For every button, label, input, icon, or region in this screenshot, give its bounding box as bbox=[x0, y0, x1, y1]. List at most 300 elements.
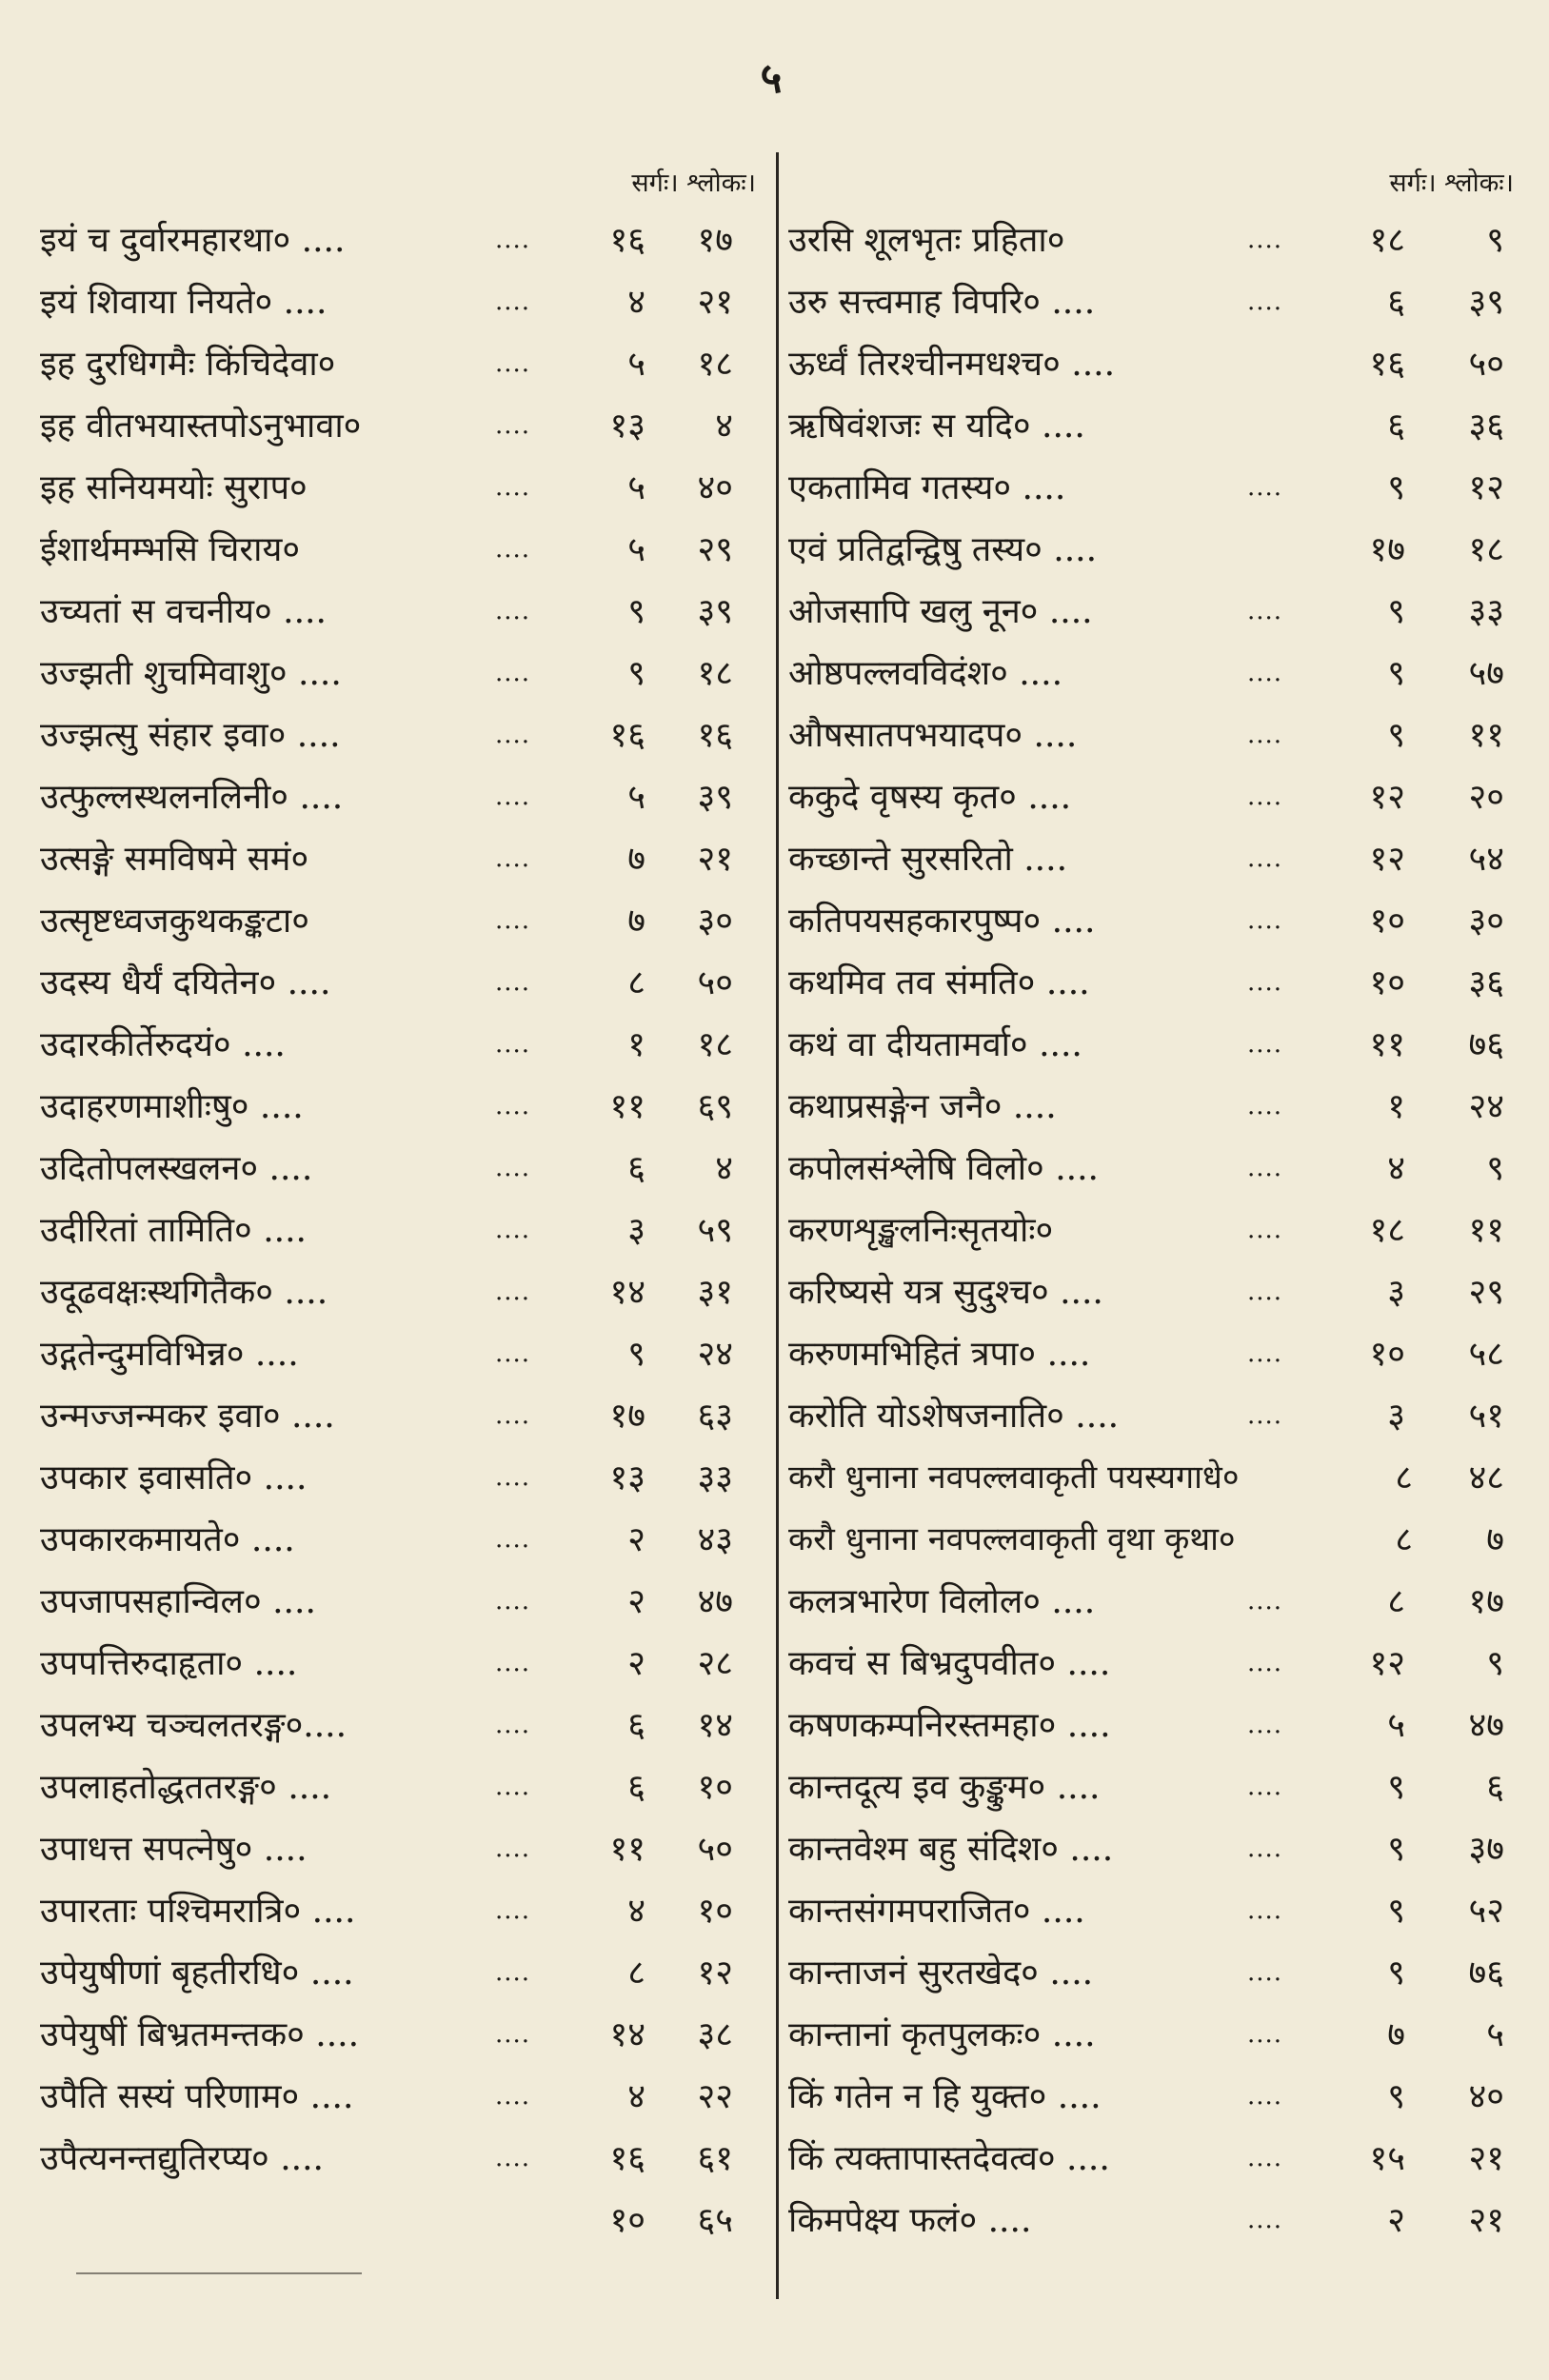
sarga-number: ९ bbox=[1387, 592, 1405, 631]
shloka-number: २१ bbox=[1468, 2201, 1504, 2240]
leader-dots: .... bbox=[1247, 1339, 1283, 1368]
leader-dots: .... bbox=[495, 2144, 531, 2172]
sarga-number: ३ bbox=[1387, 1273, 1405, 1312]
verse-text: इह वीतभयास्तपोऽनुभावा० bbox=[40, 407, 362, 446]
verse-text: कान्तदूत्य इव कुङ्कुम० .... bbox=[788, 1768, 1101, 1807]
index-entry bbox=[40, 828, 764, 890]
sarga-number: ७ bbox=[627, 840, 645, 879]
verse-text: उज्झत्सु संहार इवा० .... bbox=[40, 716, 341, 755]
sarga-number: ८ bbox=[627, 1954, 645, 1993]
index-entry bbox=[788, 333, 1521, 395]
sarga-number: ८ bbox=[627, 963, 645, 1002]
verse-text: ईशार्थमम्भसि चिराय० bbox=[40, 530, 301, 569]
leader-dots: .... bbox=[495, 783, 531, 811]
leader-dots: .... bbox=[1247, 1092, 1283, 1121]
leader-dots: .... bbox=[1247, 1587, 1283, 1616]
shloka-number: ६३ bbox=[697, 1397, 733, 1436]
leader-dots: .... bbox=[495, 1092, 531, 1121]
shloka-number: २४ bbox=[697, 1335, 733, 1374]
shloka-number: ३६ bbox=[1468, 407, 1504, 446]
shloka-number: ६१ bbox=[697, 2139, 733, 2178]
verse-text: उदितोपलस्खलन० .... bbox=[40, 1149, 313, 1188]
index-entry bbox=[40, 2128, 764, 2190]
sarga-number: ४ bbox=[627, 2077, 645, 2116]
leader-dots: .... bbox=[495, 349, 531, 378]
sarga-number: ५ bbox=[627, 345, 645, 384]
sarga-number: ७ bbox=[627, 902, 645, 941]
sarga-number: २ bbox=[627, 1582, 645, 1621]
shloka-number: ३१ bbox=[697, 1273, 733, 1312]
shloka-number: ७६ bbox=[1468, 1954, 1504, 1993]
sarga-number: १ bbox=[1387, 1087, 1405, 1126]
leader-dots: .... bbox=[1247, 1896, 1283, 1925]
index-entry bbox=[788, 1633, 1521, 1695]
shloka-number: २१ bbox=[697, 283, 733, 322]
verse-text: इयं शिवाया नियते० .... bbox=[40, 283, 328, 322]
leader-dots: .... bbox=[495, 1649, 531, 1677]
shloka-number: ३९ bbox=[1468, 283, 1504, 322]
index-entry bbox=[788, 704, 1521, 766]
leader-dots: .... bbox=[495, 597, 531, 625]
verse-text: कतिपयसहकारपुष्प० .... bbox=[788, 902, 1096, 941]
verse-text: उदीरितां तामिति० .... bbox=[40, 1211, 307, 1250]
sarga-number: ९ bbox=[1387, 1954, 1405, 1993]
verse-text: करौ धुनाना नवपल्लवाकृती वृथा कृथा० bbox=[788, 1520, 1236, 1558]
shloka-number: १० bbox=[697, 1768, 733, 1807]
index-entry bbox=[40, 1633, 764, 1695]
shloka-number: ४७ bbox=[1468, 1706, 1504, 1745]
verse-text: उपैति सस्यं परिणाम० .... bbox=[40, 2077, 354, 2116]
sarga-number: १४ bbox=[609, 1273, 645, 1312]
leader-dots: .... bbox=[1247, 1030, 1283, 1059]
verse-text: कथाप्रसङ्गेन जनै० .... bbox=[788, 1087, 1057, 1126]
index-entry bbox=[40, 1942, 764, 2004]
verse-text: उपेयुषीणां बृहतीरधि० .... bbox=[40, 1954, 354, 1993]
verse-text: उत्सङ्गे समविषमे समं० bbox=[40, 840, 309, 879]
index-entry bbox=[788, 1323, 1521, 1385]
sarga-number: १६ bbox=[609, 221, 645, 260]
index-entry bbox=[40, 581, 764, 643]
shloka-number: २४ bbox=[1468, 1087, 1504, 1126]
verse-text: उद्गतेन्दुमविभिन्न० .... bbox=[40, 1335, 299, 1374]
index-entry bbox=[40, 1447, 764, 1509]
index-entry bbox=[788, 1014, 1521, 1076]
sarga-number: १० bbox=[609, 2201, 645, 2240]
verse-text: उपजापसहान्विल० .... bbox=[40, 1582, 316, 1621]
shloka-number: ५८ bbox=[1468, 1335, 1504, 1374]
index-entry bbox=[788, 828, 1521, 890]
sarga-number: १० bbox=[1369, 1335, 1405, 1374]
verse-text: करणशृङ्खलनिःसृतयोः० bbox=[788, 1211, 1054, 1250]
shloka-number: ४८ bbox=[1468, 1458, 1504, 1497]
verse-text: करुणमभिहितं त्रपा० .... bbox=[788, 1335, 1091, 1374]
verse-text: किमपेक्ष्य फलं० .... bbox=[788, 2201, 1032, 2240]
sarga-number: ५ bbox=[627, 778, 645, 817]
index-entry bbox=[40, 2066, 764, 2128]
verse-text: उदूढवक्षःस्थगितैक० .... bbox=[40, 1273, 328, 1312]
leader-dots: .... bbox=[1247, 288, 1283, 316]
index-entry bbox=[788, 1138, 1521, 1200]
verse-text: उपलाहतोद्धततरङ्ग० .... bbox=[40, 1768, 332, 1807]
sarga-number: १० bbox=[1369, 902, 1405, 941]
leader-dots: .... bbox=[495, 1339, 531, 1368]
shloka-number: ९ bbox=[1486, 221, 1504, 260]
shloka-number: ३३ bbox=[697, 1458, 733, 1497]
shloka-number: २८ bbox=[697, 1644, 733, 1683]
sarga-number: ९ bbox=[627, 1335, 645, 1374]
shloka-number: ३० bbox=[697, 902, 733, 941]
index-entry bbox=[788, 1818, 1521, 1880]
leader-dots: .... bbox=[1247, 1773, 1283, 1801]
right-column-header: सर्गः। श्लोकः। bbox=[1389, 168, 1514, 198]
verse-text: उदारकीर्तेरुदयं० .... bbox=[40, 1025, 286, 1064]
torn-line bbox=[76, 2272, 362, 2274]
verse-text: उरसि शूलभृतः प्रहिता० bbox=[788, 221, 1065, 260]
shloka-number: ५४ bbox=[1468, 840, 1504, 879]
sarga-number: १८ bbox=[1369, 1211, 1405, 1250]
shloka-number: ४ bbox=[715, 407, 733, 446]
shloka-number: १७ bbox=[1468, 1582, 1504, 1621]
shloka-number: ११ bbox=[1468, 716, 1504, 755]
shloka-number: ३७ bbox=[1468, 1830, 1504, 1869]
index-entry bbox=[40, 395, 764, 457]
verse-text: कपोलसंश्लेषि विलो० .... bbox=[788, 1149, 1099, 1188]
verse-text: उच्यतां स वचनीय० .... bbox=[40, 592, 327, 631]
verse-text: उरु सत्त्वमाह विपरि० .... bbox=[788, 283, 1096, 322]
shloka-number: १८ bbox=[1468, 530, 1504, 569]
index-entry bbox=[788, 1509, 1521, 1571]
shloka-number: २१ bbox=[1468, 2139, 1504, 2178]
verse-text: कान्तसंगमपराजित० .... bbox=[788, 1892, 1085, 1931]
index-entry bbox=[788, 2004, 1521, 2066]
index-entry bbox=[40, 643, 764, 704]
verse-text: कान्तवेश्म बहु संदिश० .... bbox=[788, 1830, 1114, 1869]
leader-dots: .... bbox=[1247, 597, 1283, 625]
verse-text: करोति योऽशेषजनाति० .... bbox=[788, 1397, 1120, 1436]
shloka-number: ४० bbox=[1468, 2077, 1504, 2116]
verse-text: उपलभ्य चञ्चलतरङ्ग०.... bbox=[40, 1706, 348, 1745]
index-entry bbox=[788, 1076, 1521, 1138]
sarga-number: ५ bbox=[627, 530, 645, 569]
index-entry bbox=[40, 766, 764, 828]
sarga-number: ९ bbox=[627, 592, 645, 631]
leader-dots: .... bbox=[495, 906, 531, 935]
sarga-number: ४ bbox=[627, 283, 645, 322]
shloka-number: ४० bbox=[697, 468, 733, 507]
shloka-number: ९ bbox=[1486, 1149, 1504, 1188]
column-divider bbox=[776, 152, 779, 2299]
index-entry bbox=[40, 1076, 764, 1138]
index-entry bbox=[40, 890, 764, 952]
leader-dots: .... bbox=[1247, 968, 1283, 997]
index-entry bbox=[40, 333, 764, 395]
leader-dots: .... bbox=[495, 1587, 531, 1616]
sarga-number: ६ bbox=[627, 1149, 645, 1188]
verse-text: ओजसापि खलु नून० .... bbox=[788, 592, 1093, 631]
sarga-number: ११ bbox=[1369, 1025, 1405, 1064]
leader-dots: .... bbox=[1247, 1401, 1283, 1430]
leader-dots: .... bbox=[495, 288, 531, 316]
sarga-number: ९ bbox=[1387, 1768, 1405, 1807]
index-entry bbox=[788, 395, 1521, 457]
verse-text: करिष्यसे यत्र सुदुश्च० .... bbox=[788, 1273, 1103, 1312]
index-entry bbox=[40, 1138, 764, 1200]
index-entry bbox=[788, 1385, 1521, 1447]
sarga-number: १५ bbox=[1369, 2139, 1405, 2178]
verse-text: कच्छान्ते सुरसरितो .... bbox=[788, 840, 1068, 879]
index-entry bbox=[788, 581, 1521, 643]
index-entry bbox=[788, 1695, 1521, 1756]
shloka-number: २२ bbox=[697, 2077, 733, 2116]
index-entry bbox=[788, 519, 1521, 581]
shloka-number: ५० bbox=[697, 963, 733, 1002]
verse-text: किं त्यक्तापास्तदेवत्व० .... bbox=[788, 2139, 1110, 2178]
sarga-number: ३ bbox=[1387, 1397, 1405, 1436]
index-entry bbox=[788, 1571, 1521, 1633]
index-entry bbox=[40, 1200, 764, 1261]
leader-dots: .... bbox=[1247, 2144, 1283, 2172]
sarga-number: १३ bbox=[609, 407, 645, 446]
index-entry bbox=[788, 2128, 1521, 2190]
left-entries bbox=[40, 209, 764, 2190]
shloka-number: २९ bbox=[1468, 1273, 1504, 1312]
page-number: ५ bbox=[760, 54, 783, 103]
index-entry bbox=[40, 2004, 764, 2066]
shloka-number: ३९ bbox=[697, 592, 733, 631]
leader-dots: .... bbox=[1247, 721, 1283, 749]
sarga-number: ७ bbox=[1387, 2015, 1405, 2054]
shloka-number: ४३ bbox=[697, 1520, 733, 1559]
verse-text: उन्मज्जन्मकर इवा० .... bbox=[40, 1397, 335, 1436]
verse-text: ओष्ठपल्लवविदंश० .... bbox=[788, 654, 1063, 693]
shloka-number: ५० bbox=[1468, 345, 1504, 384]
shloka-number: ६९ bbox=[697, 1087, 733, 1126]
leader-dots: .... bbox=[1247, 2082, 1283, 2111]
verse-text: एवं प्रतिद्वन्द्विषु तस्य० .... bbox=[788, 530, 1098, 569]
verse-text: उपपत्तिरुदाहृता० .... bbox=[40, 1644, 298, 1683]
shloka-number: १२ bbox=[697, 1954, 733, 1993]
index-entry bbox=[40, 952, 764, 1014]
leader-dots: .... bbox=[1247, 844, 1283, 873]
sarga-number: १६ bbox=[609, 2139, 645, 2178]
verse-text: उपेयुषीं बिभ्रतमन्तक० .... bbox=[40, 2015, 360, 2054]
sarga-number: ९ bbox=[1387, 2077, 1405, 2116]
sarga-number: ९ bbox=[1387, 654, 1405, 693]
verse-text: उपकारकमायते० .... bbox=[40, 1520, 295, 1559]
index-entry bbox=[40, 704, 764, 766]
leader-dots: .... bbox=[1247, 1958, 1283, 1987]
index-entry bbox=[40, 1880, 764, 1942]
shloka-number: १६ bbox=[697, 716, 733, 755]
verse-text: करौ धुनाना नवपल्लवाकृती पयस्यगाधे० bbox=[788, 1458, 1240, 1497]
leader-dots: .... bbox=[1247, 1154, 1283, 1182]
index-entry bbox=[788, 1261, 1521, 1323]
verse-text: कवचं स बिभ्रदुपवीत० .... bbox=[788, 1644, 1111, 1683]
shloka-number: १७ bbox=[697, 221, 733, 260]
index-entry bbox=[788, 1880, 1521, 1942]
shloka-number: २१ bbox=[697, 840, 733, 879]
right-entries bbox=[788, 209, 1521, 2251]
leader-dots: .... bbox=[1247, 2020, 1283, 2049]
sarga-number: १६ bbox=[1369, 345, 1405, 384]
shloka-number: ५२ bbox=[1468, 1892, 1504, 1931]
index-entry bbox=[40, 1695, 764, 1756]
shloka-number: १८ bbox=[697, 1025, 733, 1064]
leader-dots: .... bbox=[1247, 1278, 1283, 1306]
sarga-number: ४ bbox=[1387, 1149, 1405, 1188]
verse-text: उदाहरणमाशीःषु० .... bbox=[40, 1087, 304, 1126]
verse-text: उपाधत्त सपत्नेषु० .... bbox=[40, 1830, 308, 1869]
index-entry bbox=[788, 1756, 1521, 1818]
sarga-number: ९ bbox=[1387, 1892, 1405, 1931]
leader-dots: .... bbox=[495, 968, 531, 997]
index-entry bbox=[788, 890, 1521, 952]
sarga-number: ६ bbox=[1387, 283, 1405, 322]
index-entry bbox=[788, 1942, 1521, 2004]
right-column bbox=[788, 152, 1521, 2251]
index-entry bbox=[40, 1509, 764, 1571]
index-entry bbox=[40, 1756, 764, 1818]
verse-text: उज्झती शुचमिवाशु० .... bbox=[40, 654, 342, 693]
leader-dots: .... bbox=[495, 1216, 531, 1244]
shloka-number: ६५ bbox=[697, 2201, 733, 2240]
sarga-number: १२ bbox=[1369, 840, 1405, 879]
sarga-number: ४ bbox=[627, 1892, 645, 1931]
leader-dots: .... bbox=[495, 1711, 531, 1739]
leader-dots: .... bbox=[1247, 1711, 1283, 1739]
verse-text: कलत्रभारेण विलोल० .... bbox=[788, 1582, 1096, 1621]
verse-text: उपैत्यनन्तद्युतिरप्य० .... bbox=[40, 2139, 324, 2178]
sarga-number: ८ bbox=[1387, 1582, 1405, 1621]
index-entry bbox=[788, 457, 1521, 519]
verse-text: ऊर्ध्वं तिरश्चीनमधश्च० .... bbox=[788, 345, 1116, 384]
shloka-number: ४७ bbox=[697, 1582, 733, 1621]
index-entry bbox=[788, 2066, 1521, 2128]
leader-dots: .... bbox=[1247, 659, 1283, 687]
index-entry bbox=[788, 1200, 1521, 1261]
shloka-number: ३९ bbox=[697, 778, 733, 817]
leader-dots: .... bbox=[495, 721, 531, 749]
index-entry bbox=[788, 2190, 1521, 2251]
sarga-number: १७ bbox=[1369, 530, 1405, 569]
shloka-number: १२ bbox=[1468, 468, 1504, 507]
sarga-number: १४ bbox=[609, 2015, 645, 2054]
sarga-number: ३ bbox=[627, 1211, 645, 1250]
sarga-number: ९ bbox=[1387, 716, 1405, 755]
shloka-number: ५९ bbox=[697, 1211, 733, 1250]
shloka-number: ७६ bbox=[1468, 1025, 1504, 1064]
shloka-number: १८ bbox=[697, 654, 733, 693]
index-entry bbox=[40, 1323, 764, 1385]
leader-dots: .... bbox=[495, 1773, 531, 1801]
left-column-header: सर्गः। श्लोकः। bbox=[631, 168, 756, 198]
shloka-number: ६ bbox=[1486, 1768, 1504, 1807]
leader-dots: .... bbox=[495, 1154, 531, 1182]
sarga-number: १० bbox=[1369, 963, 1405, 1002]
leader-dots: .... bbox=[1247, 906, 1283, 935]
shloka-number: १८ bbox=[697, 345, 733, 384]
verse-text: कषणकम्पनिरस्तमहा० .... bbox=[788, 1706, 1111, 1745]
leader-dots: .... bbox=[495, 1401, 531, 1430]
sarga-number: १२ bbox=[1369, 778, 1405, 817]
leader-dots: .... bbox=[1247, 473, 1283, 502]
index-entry bbox=[788, 643, 1521, 704]
sarga-number: १६ bbox=[609, 716, 645, 755]
shloka-number: ५ bbox=[1486, 2015, 1504, 2054]
verse-text: कथमिव तव संमति० .... bbox=[788, 963, 1090, 1002]
leader-dots: .... bbox=[495, 659, 531, 687]
shloka-number: ७ bbox=[1486, 1520, 1504, 1559]
sarga-number: ५ bbox=[627, 468, 645, 507]
index-entry bbox=[40, 457, 764, 519]
index-entry bbox=[40, 1818, 764, 1880]
leader-dots: .... bbox=[495, 2082, 531, 2111]
leader-dots: .... bbox=[495, 411, 531, 440]
sarga-number: ११ bbox=[609, 1830, 645, 1869]
leader-dots: .... bbox=[495, 1278, 531, 1306]
verse-text: किं गतेन न हि युक्त० .... bbox=[788, 2077, 1102, 2116]
leader-dots: .... bbox=[495, 1896, 531, 1925]
leader-dots: .... bbox=[495, 226, 531, 254]
index-entry bbox=[788, 271, 1521, 333]
leader-dots: .... bbox=[1247, 1216, 1283, 1244]
sarga-number: २ bbox=[627, 1520, 645, 1559]
index-entry bbox=[40, 1385, 764, 1447]
shloka-number: २९ bbox=[697, 530, 733, 569]
verse-text: एकतामिव गतस्य० .... bbox=[788, 468, 1066, 507]
sarga-number: ९ bbox=[1387, 1830, 1405, 1869]
index-entry bbox=[788, 209, 1521, 271]
shloka-number: ११ bbox=[1468, 1211, 1504, 1250]
shloka-number: ३६ bbox=[1468, 963, 1504, 1002]
sarga-number: ८ bbox=[1395, 1520, 1413, 1559]
shloka-number: १४ bbox=[697, 1706, 733, 1745]
sarga-number: २ bbox=[627, 1644, 645, 1683]
sarga-number: ५ bbox=[1387, 1706, 1405, 1745]
verse-text: इह सनियमयोः सुराप० bbox=[40, 468, 308, 507]
index-entry bbox=[40, 1571, 764, 1633]
leader-dots: .... bbox=[495, 1463, 531, 1492]
left-column bbox=[40, 152, 764, 2251]
shloka-number: ९ bbox=[1486, 1644, 1504, 1683]
leader-dots: .... bbox=[495, 2020, 531, 2049]
verse-text: उत्सृष्टध्वजकुथकङ्कटा० bbox=[40, 902, 309, 941]
index-entry bbox=[40, 1261, 764, 1323]
leader-dots: .... bbox=[1247, 226, 1283, 254]
leader-dots: .... bbox=[1247, 2206, 1283, 2234]
shloka-number: ३३ bbox=[1468, 592, 1504, 631]
shloka-number: १० bbox=[697, 1892, 733, 1931]
verse-text: ककुदे वृषस्य कृत० .... bbox=[788, 778, 1072, 817]
index-entry bbox=[788, 1447, 1521, 1509]
leader-dots: .... bbox=[495, 1525, 531, 1554]
verse-text: इह दुरधिगमैः किंचिदेवा० bbox=[40, 345, 336, 384]
leader-dots: .... bbox=[495, 473, 531, 502]
verse-text: उपारताः पश्चिमरात्रि० .... bbox=[40, 1892, 356, 1931]
verse-text: उदस्य धैर्यं दयितेन० .... bbox=[40, 963, 331, 1002]
verse-text: कान्ताजनं सुरतखेद० .... bbox=[788, 1954, 1094, 1993]
shloka-number: ५१ bbox=[1468, 1397, 1504, 1436]
sarga-number: ९ bbox=[627, 654, 645, 693]
index-entry bbox=[40, 271, 764, 333]
sarga-number: १३ bbox=[609, 1458, 645, 1497]
sarga-number: ९ bbox=[1387, 468, 1405, 507]
leader-dots: .... bbox=[495, 844, 531, 873]
sarga-number: ६ bbox=[1387, 407, 1405, 446]
left-stub-row bbox=[40, 2190, 764, 2251]
verse-text: उपकार इवासति० .... bbox=[40, 1458, 308, 1497]
sarga-number: २ bbox=[1387, 2201, 1405, 2240]
